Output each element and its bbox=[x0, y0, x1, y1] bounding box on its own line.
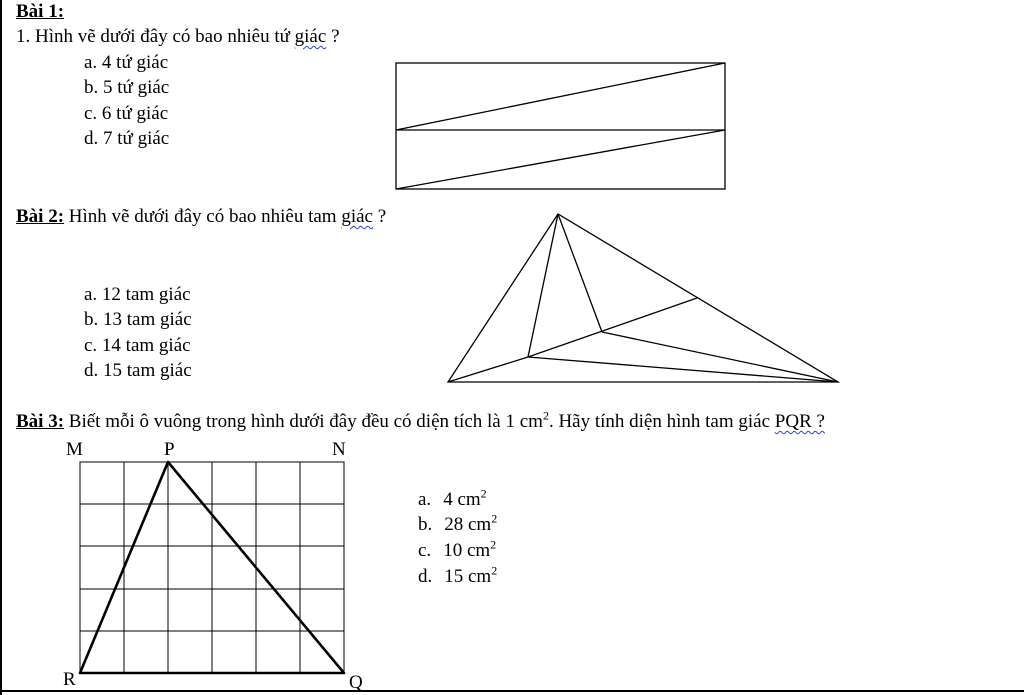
bai3-option-d-letter: d. bbox=[418, 566, 433, 587]
bai3-option-b-value: 28 cm bbox=[444, 514, 492, 535]
bai1-option-d: d. 7 tứ giác bbox=[84, 128, 170, 149]
bai2-option-b: b. 13 tam giác bbox=[84, 309, 192, 330]
bai3-question-sup: 2 bbox=[542, 408, 549, 423]
bai3-option-d-value: 15 cm bbox=[444, 566, 492, 587]
point-label-m: M bbox=[66, 439, 83, 460]
bai3-option-a-sup: 2 bbox=[480, 486, 487, 501]
bai3-option-c-letter: c. bbox=[418, 540, 432, 561]
bai3-heading: Bài 3: bbox=[16, 411, 65, 432]
bai1-heading: Bài 1: bbox=[16, 1, 65, 22]
bai3-option-a-value: 4 cm bbox=[443, 489, 481, 510]
bai2-line-d bbox=[528, 298, 697, 357]
bai3-option-b-letter: b. bbox=[418, 514, 433, 535]
bai2-question-end: ? bbox=[373, 206, 387, 227]
bai1-question-end: ? bbox=[326, 26, 340, 47]
bai2-triangle-figure bbox=[448, 214, 838, 382]
bai3-option-a-letter: a. bbox=[418, 489, 432, 510]
point-label-n: N bbox=[332, 439, 346, 460]
bai2-question-text: Hình vẽ dưới đây có bao nhiêu tam bbox=[64, 206, 342, 227]
point-label-q: Q bbox=[349, 672, 363, 693]
bai1-rectangle-figure bbox=[396, 63, 725, 189]
bai1-option-b: b. 5 tứ giác bbox=[84, 77, 170, 98]
bai3-option-b-sup: 2 bbox=[491, 511, 498, 526]
bai3-option-c-value: 10 cm bbox=[443, 540, 491, 561]
bai2-line-b bbox=[558, 214, 602, 332]
bai2-question-squiggle: giác bbox=[341, 206, 373, 227]
bai2-option-d: d. 15 tam giác bbox=[84, 360, 192, 381]
bai2-option-a: a. 12 tam giác bbox=[84, 284, 191, 305]
bai3-option-d-sup: 2 bbox=[491, 563, 498, 578]
bai3-question-text: Biết mỗi ô vuông trong hình dưới đây đều có diện tích là 1 cm bbox=[64, 411, 543, 432]
bai1-outer-rect bbox=[396, 63, 725, 189]
bai3-question-mid: . Hãy tính diện hình tam giác bbox=[548, 411, 775, 432]
bai2-line-e bbox=[528, 357, 838, 382]
bai1-option-a: a. 4 tứ giác bbox=[84, 52, 169, 73]
bai2-heading: Bài 2: bbox=[16, 206, 65, 227]
bai1-option-c: c. 6 tứ giác bbox=[84, 103, 169, 124]
bai1-question-squiggle: giác bbox=[294, 26, 327, 47]
bai2-line-a bbox=[528, 214, 558, 357]
bai3-question-squiggle: PQR ? bbox=[774, 411, 825, 432]
point-label-r: R bbox=[63, 669, 76, 690]
bai2-option-c: c. 14 tam giác bbox=[84, 335, 191, 356]
bai1-lower-diagonal bbox=[396, 130, 725, 189]
bai3-option-c-sup: 2 bbox=[490, 537, 497, 552]
bai1-question-text: 1. Hình vẽ dưới đây có bao nhiêu tứ bbox=[16, 26, 295, 47]
bai2-line-c bbox=[448, 357, 528, 382]
point-label-p: P bbox=[164, 439, 175, 460]
bai3-grid bbox=[80, 462, 344, 673]
bai2-line-f bbox=[602, 332, 838, 382]
bai1-upper-diagonal bbox=[396, 63, 725, 130]
bai2-outer-triangle bbox=[448, 214, 838, 382]
